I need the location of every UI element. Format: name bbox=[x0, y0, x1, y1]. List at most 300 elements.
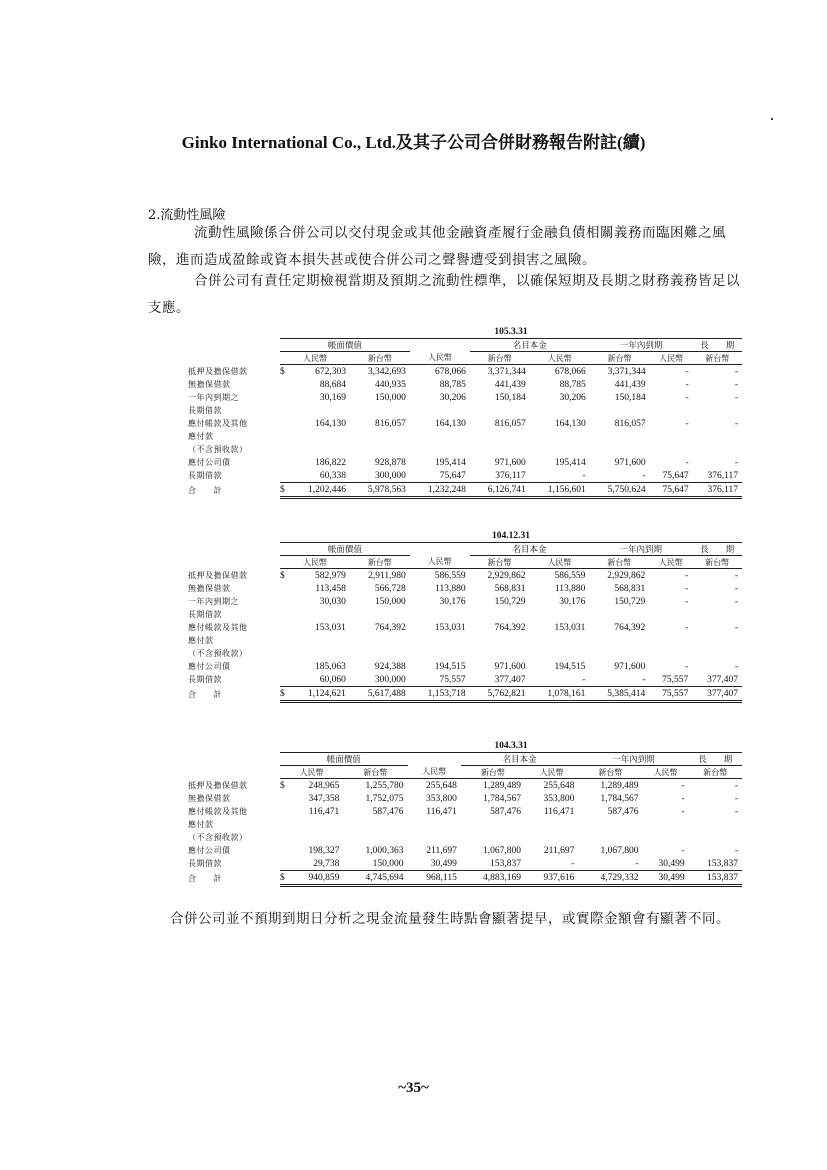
cell-long-ntd: - bbox=[734, 780, 738, 791]
cell-book-ntd: 924,388 bbox=[374, 661, 406, 672]
cell-within-rmb: 1,078,161 bbox=[530, 687, 590, 702]
cell-nominal-ntd: 2,929,862 bbox=[487, 570, 526, 581]
subhead-ntd: 新台幣 bbox=[350, 352, 410, 365]
cell-within-ntd: 816,057 bbox=[614, 418, 646, 429]
row-label: （不含預收款） bbox=[188, 445, 248, 454]
row-label: 合 計 bbox=[188, 689, 222, 699]
currency-symbol: $ bbox=[280, 366, 285, 377]
cell-long-ntd: - bbox=[734, 392, 738, 403]
table-row bbox=[188, 792, 742, 805]
cell-within-ntd: 150,729 bbox=[614, 596, 646, 607]
cell-long-rmb bbox=[650, 404, 693, 417]
subhead-ntd: 新台幣 bbox=[461, 766, 525, 779]
cell-long-ntd: - bbox=[734, 622, 738, 633]
cell-book-ntd bbox=[350, 608, 410, 621]
currency-symbol bbox=[280, 805, 290, 818]
cell-within-ntd bbox=[590, 443, 650, 456]
cell-book-rmb: 60,338 bbox=[290, 469, 350, 483]
table-row bbox=[188, 831, 742, 844]
subhead-ntd: 新台幣 bbox=[589, 556, 649, 569]
cell-within-ntd bbox=[589, 634, 649, 647]
table-row bbox=[188, 871, 742, 886]
cell-long-ntd: - bbox=[734, 379, 738, 390]
cell-within-rmb bbox=[530, 634, 590, 647]
group-book-value: 帳面價值 bbox=[280, 339, 410, 352]
cell-within-rmb: 1,156,601 bbox=[530, 483, 590, 498]
table-row bbox=[188, 608, 742, 621]
subhead-rmb: 人民幣 bbox=[280, 556, 350, 569]
cell-book-rmb: 347,358 bbox=[308, 793, 340, 804]
table-row bbox=[188, 621, 742, 634]
table-row bbox=[188, 595, 742, 608]
subhead-ntd: 新台幣 bbox=[578, 766, 642, 779]
cell-long-rmb: 30,499 bbox=[643, 857, 689, 871]
table-row bbox=[188, 844, 742, 857]
subhead-ntd: 新台幣 bbox=[693, 352, 742, 365]
cell-nominal-ntd: 971,600 bbox=[494, 661, 526, 672]
cell-book-rmb bbox=[290, 831, 343, 844]
cell-within-ntd bbox=[578, 831, 642, 844]
subhead-ntd: 新台幣 bbox=[343, 766, 407, 779]
subhead-rmb: 人民幣 bbox=[643, 766, 689, 779]
cell-book-rmb: 153,031 bbox=[315, 622, 346, 633]
table-row bbox=[188, 779, 742, 793]
cell-within-ntd: 5,385,414 bbox=[589, 687, 649, 702]
cell-within-ntd bbox=[578, 818, 642, 831]
cell-book-rmb bbox=[290, 430, 350, 443]
cell-nominal-ntd: 150,729 bbox=[494, 596, 526, 607]
table-row bbox=[188, 443, 742, 456]
cell-book-ntd: 3,342,693 bbox=[367, 366, 406, 377]
cell-long-ntd bbox=[692, 608, 742, 621]
cell-within-rmb: 195,414 bbox=[554, 457, 586, 468]
table-row bbox=[188, 417, 742, 430]
table-row bbox=[188, 687, 742, 702]
cell-within-rmb: 113,880 bbox=[554, 583, 586, 594]
cell-book-ntd: 300,000 bbox=[350, 469, 410, 483]
subhead-rmb: 人民幣 bbox=[280, 766, 343, 779]
cell-nominal-ntd: 971,600 bbox=[494, 457, 526, 468]
row-label: 應付款 bbox=[188, 820, 214, 829]
cell-book-rmb: 164,130 bbox=[315, 418, 346, 429]
cell-nominal-ntd: 376,117 bbox=[470, 469, 530, 483]
cell-book-ntd: 1,752,075 bbox=[365, 793, 404, 804]
table-row bbox=[188, 805, 742, 818]
group-book-value: 帳面價值 bbox=[280, 543, 410, 556]
cell-long-rmb: 75,647 bbox=[650, 469, 693, 483]
group-long-term: 長 期 bbox=[692, 543, 742, 556]
cell-nominal-ntd: 5,762,821 bbox=[470, 687, 530, 702]
cell-nominal-ntd bbox=[470, 430, 530, 443]
row-label: 應付帳款及其他 bbox=[188, 807, 248, 816]
cell-long-rmb: - bbox=[685, 457, 689, 468]
row-label: 無擔保借款 bbox=[188, 380, 231, 389]
subhead-ntd: 新台幣 bbox=[689, 766, 742, 779]
cell-book-rmb: 30,169 bbox=[319, 392, 346, 403]
subhead-rmb: 人民幣 bbox=[408, 766, 461, 779]
currency-symbol bbox=[280, 456, 290, 469]
cell-within-ntd bbox=[590, 430, 650, 443]
currency-symbol bbox=[280, 792, 290, 805]
cell-within-ntd: - bbox=[578, 857, 642, 871]
cell-within-rmb: 255,648 bbox=[543, 780, 575, 791]
currency-symbol: $ bbox=[280, 570, 285, 581]
cell-nominal-ntd bbox=[470, 608, 530, 621]
currency-symbol bbox=[280, 844, 290, 857]
table-row bbox=[188, 469, 742, 483]
cell-within-rmb: - bbox=[530, 469, 590, 483]
subhead-rmb: 人民幣 bbox=[530, 352, 590, 365]
page-number: ~35~ bbox=[398, 1080, 429, 1096]
currency-symbol: $ bbox=[280, 871, 290, 886]
cell-within-rmb: 937,616 bbox=[525, 871, 578, 886]
cell-book-rmb: 113,458 bbox=[315, 583, 346, 594]
cell-book-ntd: 928,878 bbox=[375, 457, 406, 468]
cell-within-ntd: 971,600 bbox=[614, 661, 646, 672]
subhead-ntd: 新台幣 bbox=[692, 556, 742, 569]
row-label: 應付帳款及其他 bbox=[188, 419, 248, 428]
cell-long-rmb: - bbox=[681, 780, 685, 791]
cell-nominal-ntd bbox=[470, 443, 530, 456]
cell-within-rmb: 30,176 bbox=[559, 596, 586, 607]
cell-within-ntd: 441,439 bbox=[614, 379, 646, 390]
cell-long-rmb: - bbox=[685, 379, 689, 390]
cell-long-rmb: - bbox=[685, 392, 689, 403]
cell-nominal-rmb: 255,648 bbox=[425, 780, 457, 791]
cell-long-rmb: - bbox=[681, 793, 685, 804]
cell-long-ntd bbox=[692, 634, 742, 647]
currency-symbol bbox=[280, 391, 290, 404]
cell-within-rmb: 586,559 bbox=[554, 570, 586, 581]
cell-nominal-rmb: 116,471 bbox=[426, 806, 457, 817]
cell-book-rmb: 672,303 bbox=[315, 366, 346, 377]
group-long-term: 長 期 bbox=[693, 339, 742, 352]
cell-book-rmb bbox=[290, 443, 350, 456]
maturity-table-105-3-31 bbox=[188, 326, 742, 499]
cell-within-ntd: 2,929,862 bbox=[607, 570, 646, 581]
cell-long-rmb: - bbox=[685, 661, 689, 672]
row-label: 長期借款 bbox=[188, 471, 222, 481]
cell-within-ntd: 568,831 bbox=[614, 583, 646, 594]
currency-symbol bbox=[280, 417, 290, 430]
currency-symbol bbox=[280, 621, 290, 634]
currency-symbol bbox=[280, 430, 290, 443]
table-row bbox=[188, 404, 742, 417]
cell-book-ntd: 150,000 bbox=[343, 857, 407, 871]
maturity-table-104-12-31 bbox=[188, 530, 742, 703]
cell-book-rmb bbox=[290, 818, 343, 831]
cell-nominal-rmb bbox=[410, 634, 470, 647]
cell-book-rmb bbox=[290, 634, 350, 647]
table-row bbox=[188, 430, 742, 443]
cell-nominal-rmb: 211,697 bbox=[426, 845, 457, 856]
cell-within-ntd bbox=[589, 647, 649, 660]
table-row bbox=[188, 483, 742, 498]
row-label: 長期借款 bbox=[188, 675, 222, 685]
cell-within-rmb: 164,130 bbox=[554, 418, 586, 429]
cell-nominal-rmb: 164,130 bbox=[434, 418, 466, 429]
cell-within-ntd: 5,750,624 bbox=[590, 483, 650, 498]
cell-book-ntd: 440,935 bbox=[375, 379, 406, 390]
cell-book-ntd: 1,000,363 bbox=[365, 845, 404, 856]
row-label: 抵押及擔保借款 bbox=[188, 780, 248, 790]
table-row bbox=[188, 818, 742, 831]
cell-within-ntd: 150,184 bbox=[614, 392, 646, 403]
cell-book-rmb: 582,979 bbox=[315, 570, 346, 581]
cell-long-rmb bbox=[643, 818, 689, 831]
group-within-one-year: 一年內到期 bbox=[589, 543, 692, 556]
cell-within-rmb bbox=[530, 430, 590, 443]
cell-long-ntd: - bbox=[734, 661, 738, 672]
cell-long-rmb: - bbox=[685, 583, 689, 594]
cell-nominal-ntd: 6,126,741 bbox=[470, 483, 530, 498]
currency-symbol bbox=[280, 378, 290, 391]
group-within-one-year: 一年內到期 bbox=[590, 339, 693, 352]
cell-nominal-rmb bbox=[408, 818, 461, 831]
cell-book-ntd: 764,392 bbox=[374, 622, 406, 633]
table-row bbox=[188, 647, 742, 660]
currency-symbol bbox=[280, 660, 290, 673]
cell-long-ntd bbox=[693, 404, 742, 417]
subhead-rmb: 人民幣 bbox=[650, 352, 693, 365]
cell-within-rmb bbox=[525, 831, 578, 844]
row-label: 應付款 bbox=[188, 636, 214, 645]
cell-long-rmb bbox=[649, 634, 692, 647]
cell-nominal-ntd: 377,407 bbox=[470, 673, 530, 687]
row-label: 應付公司債 bbox=[188, 846, 231, 855]
cell-book-ntd: 150,000 bbox=[374, 596, 406, 607]
table-row bbox=[188, 634, 742, 647]
cell-nominal-rmb bbox=[410, 430, 470, 443]
cell-nominal-ntd: 153,837 bbox=[461, 857, 525, 871]
cell-nominal-rmb: 1,153,718 bbox=[410, 687, 470, 702]
currency-symbol: $ bbox=[280, 483, 290, 498]
cell-long-ntd: 377,407 bbox=[692, 687, 742, 702]
cell-long-rmb: 75,557 bbox=[649, 673, 692, 687]
table-row bbox=[188, 673, 742, 687]
cell-within-rmb: 678,066 bbox=[554, 366, 586, 377]
cell-long-ntd: - bbox=[734, 366, 738, 377]
cell-book-ntd: 4,745,694 bbox=[343, 871, 407, 886]
cell-nominal-ntd bbox=[470, 647, 530, 660]
cell-within-ntd bbox=[590, 404, 650, 417]
section-heading: 2.流動性風險 bbox=[148, 208, 226, 223]
cell-nominal-rmb: 88,785 bbox=[439, 379, 466, 390]
row-label: （不含預收款） bbox=[188, 833, 248, 842]
row-label: 長期借款 bbox=[188, 859, 222, 869]
currency-symbol bbox=[280, 857, 290, 871]
row-label: 應付公司債 bbox=[188, 662, 231, 671]
cell-book-rmb: 88,684 bbox=[319, 379, 346, 390]
row-label: 合 計 bbox=[188, 873, 222, 883]
cell-nominal-rmb: 75,557 bbox=[410, 673, 470, 687]
cell-nominal-ntd bbox=[470, 404, 530, 417]
row-label: 合 計 bbox=[188, 485, 222, 495]
row-label: 無擔保借款 bbox=[188, 794, 231, 803]
liquidity-review-statement: 合併公司有責任定期檢視當期及預期之流動性標準，以確保短期及長期之財務義務皆足以支應。 bbox=[148, 273, 740, 316]
cell-long-ntd: 376,117 bbox=[693, 469, 742, 483]
cell-long-rmb bbox=[649, 608, 692, 621]
cell-book-ntd: 816,057 bbox=[375, 418, 406, 429]
cell-book-rmb: 60,060 bbox=[290, 673, 350, 687]
cell-book-ntd bbox=[343, 831, 407, 844]
table-date: 104.12.31 bbox=[280, 530, 742, 543]
cell-within-rmb: - bbox=[530, 673, 590, 687]
cell-nominal-ntd bbox=[470, 634, 530, 647]
cell-book-rmb bbox=[290, 608, 350, 621]
cell-within-rmb bbox=[530, 647, 590, 660]
table-row bbox=[188, 857, 742, 871]
cell-long-ntd: - bbox=[734, 583, 738, 594]
cell-nominal-ntd: 150,184 bbox=[494, 392, 526, 403]
row-label: 應付帳款及其他 bbox=[188, 623, 248, 632]
cell-long-rmb: - bbox=[681, 806, 685, 817]
cell-long-ntd: - bbox=[734, 806, 738, 817]
cell-nominal-rmb: 194,515 bbox=[434, 661, 466, 672]
cell-long-rmb: 30,499 bbox=[643, 871, 689, 886]
row-label: 長期借款 bbox=[188, 610, 222, 619]
cell-nominal-rmb: 30,176 bbox=[439, 596, 466, 607]
cell-long-ntd bbox=[689, 831, 742, 844]
cell-book-rmb: 186,822 bbox=[315, 457, 346, 468]
cell-book-ntd bbox=[350, 443, 410, 456]
cell-long-rmb: - bbox=[681, 845, 685, 856]
currency-symbol bbox=[280, 582, 290, 595]
cell-book-rmb bbox=[290, 647, 350, 660]
cell-nominal-rmb bbox=[410, 443, 470, 456]
cell-book-rmb: 198,327 bbox=[308, 845, 340, 856]
cell-book-ntd: 5,978,563 bbox=[350, 483, 410, 498]
cell-within-ntd: 3,371,344 bbox=[607, 366, 646, 377]
cell-book-ntd: 300,000 bbox=[350, 673, 410, 687]
subhead-rmb: 人民幣 bbox=[280, 352, 350, 365]
cell-nominal-ntd bbox=[461, 831, 525, 844]
cell-long-ntd: 376,117 bbox=[693, 483, 742, 498]
subhead-rmb: 人民幣 bbox=[649, 556, 692, 569]
cell-long-ntd: - bbox=[734, 793, 738, 804]
cell-within-rmb: 116,471 bbox=[543, 806, 575, 817]
cell-long-rmb: - bbox=[685, 366, 689, 377]
cell-within-ntd: - bbox=[589, 673, 649, 687]
cell-nominal-rmb: 1,232,248 bbox=[410, 483, 470, 498]
cell-within-rmb: 353,800 bbox=[543, 793, 575, 804]
row-label: 一年內到期之 bbox=[188, 597, 239, 606]
cell-book-ntd bbox=[343, 818, 407, 831]
cell-within-ntd: 1,067,800 bbox=[600, 845, 639, 856]
currency-symbol: $ bbox=[280, 780, 285, 791]
cell-book-rmb: 29,738 bbox=[290, 857, 343, 871]
cell-book-ntd: 150,000 bbox=[375, 392, 406, 403]
cell-nominal-rmb: 968,115 bbox=[408, 871, 461, 886]
group-book-value: 帳面價值 bbox=[280, 753, 408, 766]
cell-book-ntd: 5,617,488 bbox=[350, 687, 410, 702]
row-label: 應付公司債 bbox=[188, 458, 231, 467]
cell-nominal-rmb: 678,066 bbox=[434, 366, 466, 377]
cell-long-rmb: - bbox=[685, 570, 689, 581]
cell-long-rmb: 75,647 bbox=[650, 483, 693, 498]
cell-within-rmb bbox=[530, 404, 590, 417]
cell-nominal-rmb: 153,031 bbox=[434, 622, 466, 633]
table-date: 105.3.31 bbox=[280, 326, 742, 339]
group-long-term: 長 期 bbox=[689, 753, 742, 766]
row-label: 抵押及擔保借款 bbox=[188, 366, 248, 376]
table-row bbox=[188, 391, 742, 404]
currency-symbol bbox=[280, 595, 290, 608]
cell-nominal-rmb bbox=[410, 404, 470, 417]
cell-nominal-rmb: 75,647 bbox=[410, 469, 470, 483]
cell-long-rmb: - bbox=[685, 622, 689, 633]
currency-symbol bbox=[280, 647, 290, 660]
cell-long-ntd: - bbox=[734, 845, 738, 856]
cell-within-ntd: 764,392 bbox=[614, 622, 646, 633]
cell-nominal-ntd: 1,784,567 bbox=[483, 793, 522, 804]
cell-within-ntd: 587,476 bbox=[607, 806, 639, 817]
cell-nominal-rmb: 353,800 bbox=[425, 793, 457, 804]
currency-symbol: $ bbox=[280, 687, 290, 702]
cell-nominal-ntd: 1,067,800 bbox=[483, 845, 522, 856]
cell-within-ntd: 1,289,489 bbox=[600, 780, 639, 791]
cell-long-rmb: 75,557 bbox=[649, 687, 692, 702]
currency-symbol bbox=[280, 443, 290, 456]
cell-within-ntd: 1,784,567 bbox=[600, 793, 639, 804]
cell-long-ntd: - bbox=[734, 418, 738, 429]
cell-long-rmb bbox=[650, 430, 693, 443]
group-nominal: 名目本金 bbox=[470, 339, 590, 352]
currency-symbol bbox=[280, 818, 290, 831]
currency-symbol bbox=[280, 404, 290, 417]
subhead-rmb: 人民幣 bbox=[410, 352, 470, 365]
cell-long-rmb bbox=[649, 647, 692, 660]
cell-book-rmb bbox=[290, 404, 350, 417]
cell-nominal-ntd: 568,831 bbox=[494, 583, 526, 594]
cell-long-ntd: 377,407 bbox=[692, 673, 742, 687]
cell-nominal-rmb: 113,880 bbox=[435, 583, 466, 594]
cell-within-ntd: 971,600 bbox=[614, 457, 646, 468]
cell-long-ntd: - bbox=[734, 457, 738, 468]
cell-within-ntd: - bbox=[590, 469, 650, 483]
cell-book-ntd: 566,728 bbox=[374, 583, 406, 594]
group-nominal: 名目本金 bbox=[461, 753, 579, 766]
cell-nominal-ntd: 3,371,344 bbox=[487, 366, 526, 377]
cell-nominal-ntd bbox=[461, 818, 525, 831]
table-date: 104.3.31 bbox=[280, 740, 742, 753]
row-label: 長期借款 bbox=[188, 406, 222, 415]
cell-nominal-rmb: 30,499 bbox=[408, 857, 461, 871]
group-nominal: 名目本金 bbox=[470, 543, 590, 556]
maturity-table-104-3-31 bbox=[188, 740, 742, 887]
subhead-rmb: 人民幣 bbox=[525, 766, 578, 779]
cell-book-rmb: 185,063 bbox=[315, 661, 346, 672]
table-row bbox=[188, 365, 742, 379]
cell-within-rmb: 153,031 bbox=[554, 622, 586, 633]
cell-long-rmb: - bbox=[685, 596, 689, 607]
cell-nominal-ntd: 764,392 bbox=[494, 622, 526, 633]
cell-nominal-ntd: 441,439 bbox=[494, 379, 526, 390]
group-within-one-year: 一年內到期 bbox=[578, 753, 688, 766]
cell-long-ntd: - bbox=[734, 596, 738, 607]
row-label: （不含預收款） bbox=[188, 649, 248, 658]
cell-long-ntd bbox=[689, 818, 742, 831]
cell-book-rmb: 940,859 bbox=[290, 871, 343, 886]
cell-book-ntd: 2,911,980 bbox=[368, 570, 406, 581]
cell-nominal-rmb bbox=[408, 831, 461, 844]
cell-nominal-ntd: 4,883,169 bbox=[461, 871, 525, 886]
table-row bbox=[188, 456, 742, 469]
cell-long-ntd: 153,837 bbox=[689, 857, 742, 871]
row-label: 抵押及擔保借款 bbox=[188, 570, 248, 580]
row-label: 一年內到期之 bbox=[188, 393, 239, 402]
cell-long-ntd: - bbox=[734, 570, 738, 581]
